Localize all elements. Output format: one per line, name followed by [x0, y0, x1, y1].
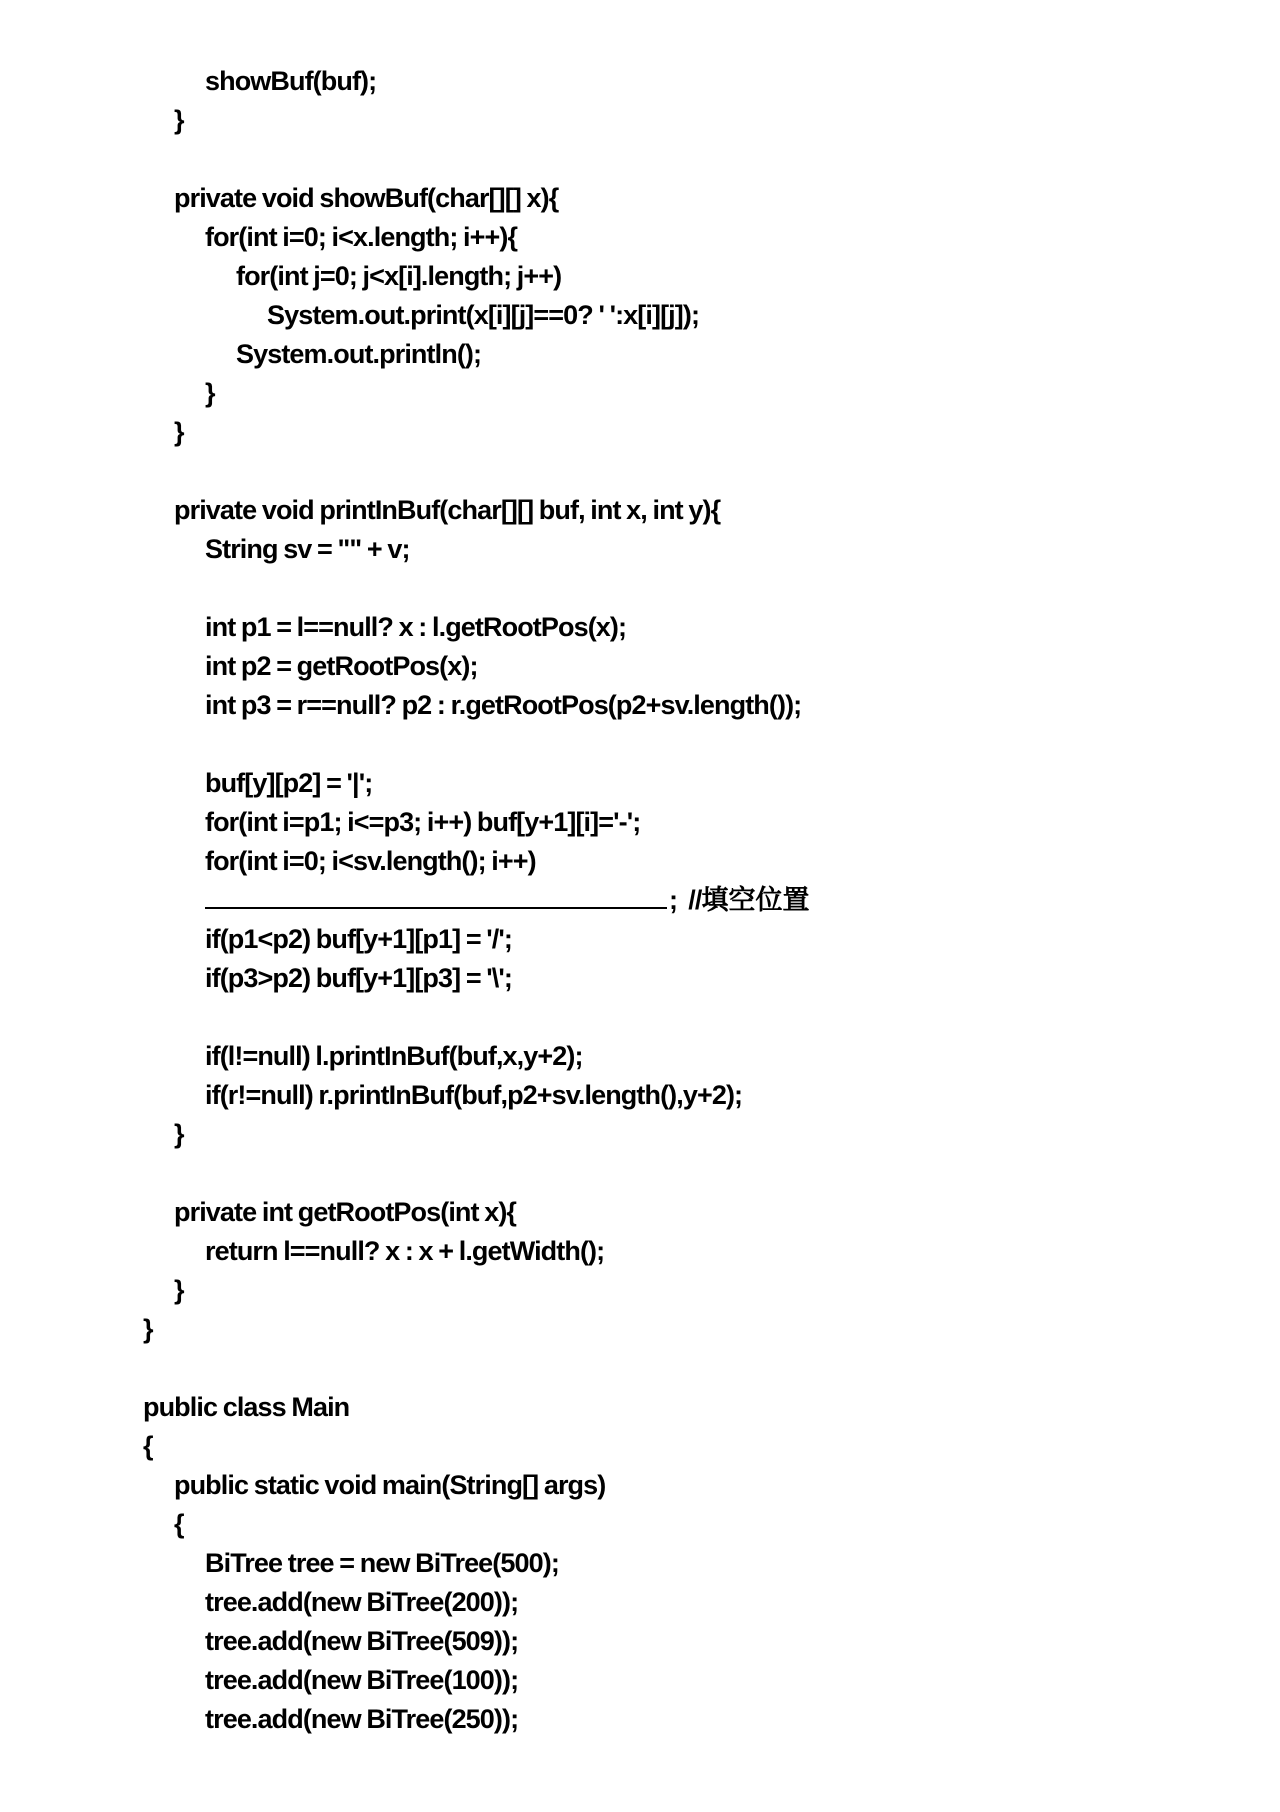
- code-line: {: [143, 1431, 153, 1461]
- code-line: int p1 = l==null? x : l.getRootPos(x);: [205, 612, 627, 642]
- code-line: tree.add(new BiTree(509));: [205, 1626, 519, 1656]
- code-line: if(l!=null) l.printInBuf(buf,x,y+2);: [205, 1041, 583, 1071]
- code-line: String sv = "" + v;: [205, 534, 410, 564]
- blank-line: [0, 569, 1280, 608]
- blank-comment-text: 填空位置: [701, 885, 810, 916]
- code-line: }: [174, 105, 184, 135]
- blank-line: [0, 725, 1280, 764]
- code-line: private int getRootPos(int x){: [174, 1197, 517, 1227]
- code-line: }: [143, 1314, 153, 1344]
- code-line: }: [174, 417, 184, 447]
- code-line: }: [205, 378, 215, 408]
- fill-in-blank-line: [0, 881, 1280, 920]
- code-line: private void showBuf(char[][] x){: [174, 183, 559, 213]
- code-line: buf[y][p2] = '|';: [205, 768, 373, 798]
- code-line: tree.add(new BiTree(200));: [205, 1587, 519, 1617]
- code-line: for(int i=p1; i<=p3; i++) buf[y+1][i]='-';: [205, 807, 641, 837]
- code-line: for(int i=0; i<sv.length(); i++): [205, 846, 536, 876]
- code-line: for(int j=0; j<x[i].length; j++): [236, 261, 562, 291]
- code-line: if(p3>p2) buf[y+1][p3] = '\';: [205, 963, 513, 993]
- code-line: if(r!=null) r.printInBuf(buf,p2+sv.length(),y+2);: [205, 1080, 743, 1110]
- blank-comment-prefix: ; //: [669, 885, 702, 915]
- code-line: tree.add(new BiTree(100));: [205, 1665, 519, 1695]
- code-line: }: [174, 1119, 184, 1149]
- code-listing: [0, 62, 1280, 1739]
- code-line: System.out.print(x[i][j]==0? ' ':x[i][j]);: [267, 300, 700, 330]
- code-line: public static void main(String[] args): [174, 1470, 606, 1500]
- blank-line: [0, 452, 1280, 491]
- code-line: showBuf(buf);: [205, 66, 377, 96]
- blank-line: [0, 1349, 1280, 1388]
- code-line: public class Main: [143, 1392, 350, 1422]
- code-line: return l==null? x : x + l.getWidth();: [205, 1236, 605, 1266]
- code-line: System.out.println();: [236, 339, 482, 369]
- code-line: private void printInBuf(char[][] buf, int x, int y){: [174, 495, 721, 525]
- code-line: BiTree tree = new BiTree(500);: [205, 1548, 559, 1578]
- answer-blank[interactable]: [205, 881, 667, 909]
- blank-line: [0, 140, 1280, 179]
- blank-line: [0, 998, 1280, 1037]
- code-line: int p3 = r==null? p2 : r.getRootPos(p2+sv.length());: [205, 690, 802, 720]
- code-line: int p2 = getRootPos(x);: [205, 651, 478, 681]
- code-line: if(p1<p2) buf[y+1][p1] = '/';: [205, 924, 513, 954]
- code-line: }: [174, 1275, 184, 1305]
- blank-line: [0, 1154, 1280, 1193]
- code-line: tree.add(new BiTree(250));: [205, 1704, 519, 1734]
- code-line: {: [174, 1509, 184, 1539]
- code-line: for(int i=0; i<x.length; i++){: [205, 222, 518, 252]
